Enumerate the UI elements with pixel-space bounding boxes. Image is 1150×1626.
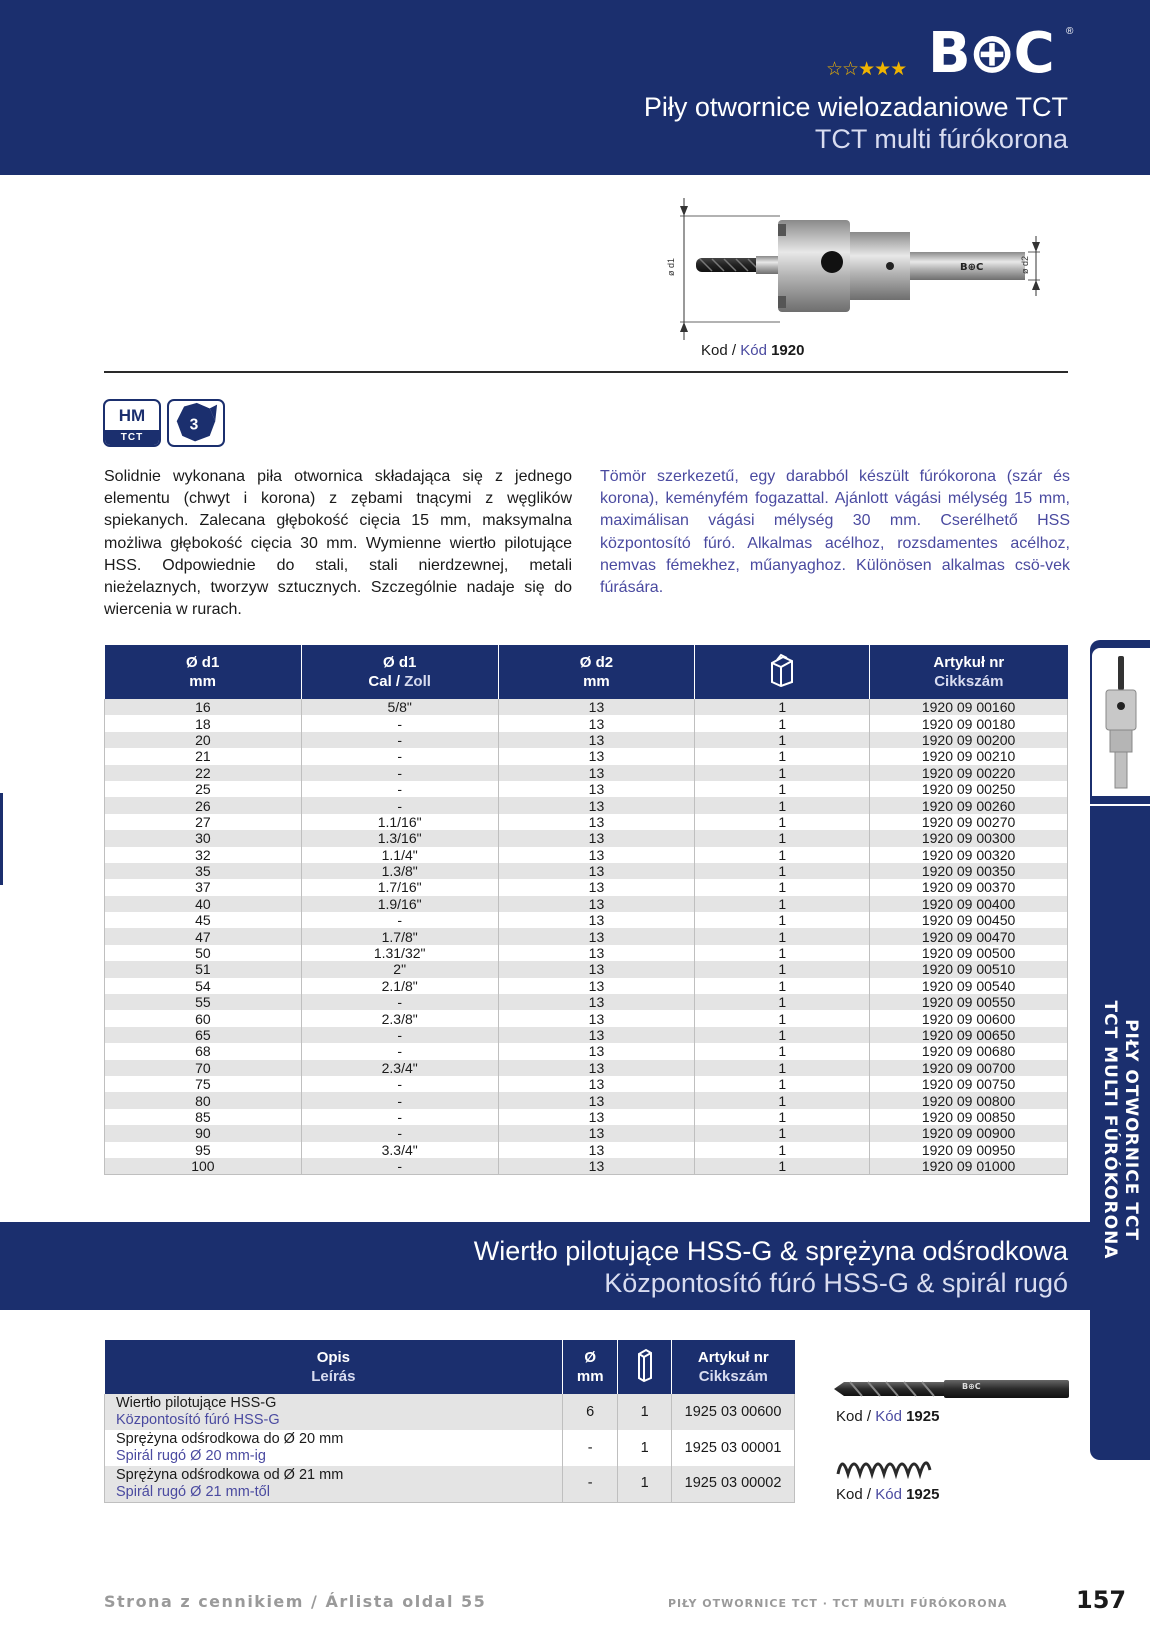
cell-pack-qty: 1 <box>695 847 870 863</box>
code-label-hu: Kód <box>740 342 767 359</box>
stars-outline-icon: ☆☆ <box>826 59 859 80</box>
cell-pack-qty: 1 <box>695 1125 870 1141</box>
cell-article: 1920 09 00800 <box>870 1092 1068 1108</box>
cell-diameter: - <box>563 1430 618 1466</box>
cell-d1-inch: 1.9/16" <box>301 896 498 912</box>
accessory-table <box>104 1340 795 1503</box>
cell-article: 1920 09 00160 <box>870 699 1068 715</box>
cell-d2-mm: 13 <box>498 1125 695 1141</box>
cell-pack-qty: 1 <box>695 1060 870 1076</box>
cell-pack-qty: 1 <box>695 1043 870 1059</box>
col-d1-inch: Ø d1 Cal / Zoll <box>301 645 498 699</box>
table-row <box>105 765 1068 781</box>
cell-article: 1920 09 00550 <box>870 994 1068 1010</box>
col-pack-qty <box>695 645 870 699</box>
description-pl: Wiertło pilotujące HSS-G <box>116 1395 277 1411</box>
table-row <box>105 863 1068 879</box>
cell-article: 1920 09 00900 <box>870 1125 1068 1141</box>
cell-d1-mm: 20 <box>105 732 302 748</box>
cell-pack-qty: 1 <box>695 879 870 895</box>
cell-pack-qty: 1 <box>695 945 870 961</box>
cell-article: 1920 09 00400 <box>870 896 1068 912</box>
cell-article: 1920 09 00260 <box>870 797 1068 813</box>
cell-d1-inch: - <box>301 912 498 928</box>
side-tab-line2: TCT MULTI FÚRÓKORONA <box>1100 1000 1120 1260</box>
table-row <box>105 978 1068 994</box>
cell-article: 1920 09 00650 <box>870 1027 1068 1043</box>
table-row <box>105 928 1068 944</box>
cell-d1-mm: 27 <box>105 814 302 830</box>
table-row <box>105 912 1068 928</box>
cell-article: 1920 09 00350 <box>870 863 1068 879</box>
cell-d1-mm: 80 <box>105 1092 302 1108</box>
cell-d1-inch: 2" <box>301 961 498 977</box>
cell-d1-mm: 40 <box>105 896 302 912</box>
cell-d2-mm: 13 <box>498 732 695 748</box>
cell-article: 1920 09 00750 <box>870 1076 1068 1092</box>
drill-engraving: B⊕C <box>962 1382 981 1391</box>
tct-label: TCT <box>105 430 159 445</box>
cell-pack-qty: 1 <box>695 830 870 846</box>
cell-d2-mm: 13 <box>498 847 695 863</box>
cell-d1-mm: 25 <box>105 781 302 797</box>
cell-d1-inch: - <box>301 1158 498 1175</box>
table-row <box>105 1158 1068 1175</box>
col-pack-qty <box>618 1340 672 1394</box>
col-diameter: Ø mm <box>563 1340 618 1394</box>
cell-d1-mm: 50 <box>105 945 302 961</box>
cell-d1-mm: 70 <box>105 1060 302 1076</box>
cell-d2-mm: 13 <box>498 1043 695 1059</box>
cell-pack-qty: 1 <box>695 814 870 830</box>
page-number: 157 <box>1076 1586 1127 1614</box>
table-row <box>105 1394 795 1430</box>
table-row <box>105 1092 1068 1108</box>
cell-d2-mm: 13 <box>498 781 695 797</box>
cell-d2-mm: 13 <box>498 978 695 994</box>
cell-d1-mm: 54 <box>105 978 302 994</box>
cell-article: 1920 09 00270 <box>870 814 1068 830</box>
footer-section-name: PIŁY OTWORNICE TCT · TCT MULTI FÚRÓKORONA <box>668 1597 1008 1610</box>
hm-label: HM <box>118 406 146 425</box>
cell-d2-mm: 13 <box>498 912 695 928</box>
cell-d1-mm: 55 <box>105 994 302 1010</box>
page-title-pl: Piły otwornice wielozadaniowe TCT <box>643 92 1068 122</box>
cell-pack-qty: 1 <box>695 994 870 1010</box>
cell-d2-mm: 13 <box>498 1158 695 1175</box>
table-row <box>105 699 1068 715</box>
cell-article: 1925 03 00600 <box>672 1394 795 1430</box>
cell-d1-mm: 32 <box>105 847 302 863</box>
table-row <box>105 797 1068 813</box>
cell-pack-qty: 1 <box>695 732 870 748</box>
cell-diameter: - <box>563 1466 618 1502</box>
cell-d2-mm: 13 <box>498 961 695 977</box>
cell-article: 1920 09 00220 <box>870 765 1068 781</box>
cell-d1-mm: 68 <box>105 1043 302 1059</box>
table-row <box>105 781 1068 797</box>
cell-d1-mm: 45 <box>105 912 302 928</box>
cell-article: 1925 03 00002 <box>672 1466 795 1502</box>
cell-d1-inch: - <box>301 1043 498 1059</box>
cell-pack-qty: 1 <box>695 797 870 813</box>
teeth-count: 3 <box>189 416 199 434</box>
description-pl: Sprężyna odśrodkowa do Ø 20 mm <box>116 1431 344 1447</box>
description-hu: Spirál rugó Ø 21 mm-től <box>116 1483 270 1500</box>
table-row <box>105 748 1068 764</box>
cell-pack-qty: 1 <box>695 961 870 977</box>
cell-pack-qty: 1 <box>695 896 870 912</box>
cell-d2-mm: 13 <box>498 765 695 781</box>
cell-pack-qty: 1 <box>695 1109 870 1125</box>
col-d1-mm: Ø d1 mm <box>105 645 302 699</box>
cell-article: 1920 09 00470 <box>870 928 1068 944</box>
cell-diameter: 6 <box>563 1394 618 1430</box>
table-row <box>105 1109 1068 1125</box>
description-pl: Solidnie wykonana piła otwornica składająca się z jednego elementu (chwyt i korona) z zębami tnącymi z węglików spiekanych. Zalecana głębokość cięcia 15 mm, maksymalna możliwa głębokość cięcia 30 mm. Wymienne wiertło pilotujące HSS. Odpowiednie do stali, stali nierdzewnej, metali nieżelaznych, tworzyw sztucznych. Szczególnie nadaje się do wiercenia w rurach. <box>104 468 572 619</box>
registered-mark: ® <box>1066 26 1074 37</box>
cell-pack-qty: 1 <box>695 781 870 797</box>
cell-d2-mm: 13 <box>498 748 695 764</box>
table-row <box>105 1010 1068 1026</box>
description-hu: Spirál rugó Ø 20 mm-ig <box>116 1448 266 1464</box>
product-code <box>701 342 804 359</box>
cell-d1-inch: - <box>301 715 498 731</box>
stars-filled-icon: ★★★ <box>858 59 907 80</box>
cell-article: 1920 09 00600 <box>870 1010 1068 1026</box>
cell-article: 1920 09 00450 <box>870 912 1068 928</box>
brand-logo <box>928 21 1073 86</box>
cell-article: 1920 09 00180 <box>870 715 1068 731</box>
cell-d2-mm: 13 <box>498 830 695 846</box>
cell-article: 1920 09 00540 <box>870 978 1068 994</box>
table-row <box>105 814 1068 830</box>
cell-d2-mm: 13 <box>498 715 695 731</box>
cell-d2-mm: 13 <box>498 814 695 830</box>
cell-pack-qty: 1 <box>695 1076 870 1092</box>
dim-d1-label: ø d1 <box>666 257 676 276</box>
cell-d2-mm: 13 <box>498 699 695 715</box>
cell-d2-mm: 13 <box>498 1092 695 1108</box>
cell-d1-inch: - <box>301 781 498 797</box>
cell-description <box>105 1394 563 1430</box>
cell-d1-mm: 26 <box>105 797 302 813</box>
table-row <box>105 715 1068 731</box>
cell-pack-qty: 1 <box>695 748 870 764</box>
cell-d1-mm: 37 <box>105 879 302 895</box>
cell-d1-inch: - <box>301 748 498 764</box>
spring-code-value: 1925 <box>906 1486 940 1503</box>
section-title-hu: Központosító fúró HSS-G & spirál rugó <box>604 1268 1068 1298</box>
code-label-pl: Kod <box>701 342 728 359</box>
table-row <box>105 896 1068 912</box>
cell-d1-mm: 51 <box>105 961 302 977</box>
table-row <box>105 732 1068 748</box>
cell-d1-mm: 47 <box>105 928 302 944</box>
cell-article: 1920 09 00200 <box>870 732 1068 748</box>
cell-d2-mm: 13 <box>498 1142 695 1158</box>
cell-d2-mm: 13 <box>498 945 695 961</box>
page-header <box>0 0 1150 175</box>
section-title-pl: Wiertło pilotujące HSS-G & sprężyna odśrodkowa <box>473 1236 1068 1266</box>
hm-tct-badge <box>103 399 161 447</box>
rating-stars <box>826 58 906 81</box>
cell-d2-mm: 13 <box>498 994 695 1010</box>
cell-d1-inch: - <box>301 1076 498 1092</box>
cell-article: 1920 09 00320 <box>870 847 1068 863</box>
table-header-row <box>105 645 1068 699</box>
cell-d1-mm: 95 <box>105 1142 302 1158</box>
brand-logo-text: B⊕C <box>928 21 1053 86</box>
footer-price-list-ref: Strona z cennikiem / Árlista oldal 55 <box>104 1592 487 1611</box>
table-row <box>105 961 1068 977</box>
cell-article: 1920 09 00300 <box>870 830 1068 846</box>
col-article: Artykuł nr Cikkszám <box>672 1340 795 1394</box>
cell-pack-qty: 1 <box>695 1142 870 1158</box>
code-value: 1920 <box>771 342 805 359</box>
cell-d2-mm: 13 <box>498 1076 695 1092</box>
col-description: Opis Leírás <box>105 1340 563 1394</box>
page-edge-mark <box>0 793 3 885</box>
cell-article: 1920 09 00950 <box>870 1142 1068 1158</box>
drill-code: Kod / Kód 1925 <box>836 1408 940 1425</box>
cell-pack-qty: 1 <box>695 1158 870 1175</box>
cell-d1-mm: 60 <box>105 1010 302 1026</box>
cell-pack-qty: 1 <box>695 912 870 928</box>
cell-d2-mm: 13 <box>498 863 695 879</box>
table-row <box>105 1125 1068 1141</box>
cell-d2-mm: 13 <box>498 928 695 944</box>
cell-pack-qty: 1 <box>695 928 870 944</box>
side-tab-line1: PIŁY OTWORNICE TCT <box>1121 1019 1141 1241</box>
cell-d1-inch: - <box>301 1109 498 1125</box>
table-row <box>105 945 1068 961</box>
cell-article: 1920 09 01000 <box>870 1158 1068 1175</box>
cell-pack-qty: 1 <box>695 978 870 994</box>
cell-d1-inch: - <box>301 732 498 748</box>
table-row <box>105 1466 795 1502</box>
cell-description <box>105 1430 563 1466</box>
cell-article: 1920 09 00210 <box>870 748 1068 764</box>
cell-d2-mm: 13 <box>498 1060 695 1076</box>
drill-code-value: 1925 <box>906 1408 940 1425</box>
cell-d1-mm: 30 <box>105 830 302 846</box>
page-title-hu: TCT multi fúrókorona <box>814 124 1068 154</box>
table-header-row <box>105 1340 795 1394</box>
cell-d1-mm: 100 <box>105 1158 302 1175</box>
cell-pack-qty: 1 <box>695 863 870 879</box>
cell-article: 1920 09 00370 <box>870 879 1068 895</box>
side-tab-divider <box>1090 804 1150 806</box>
cell-d2-mm: 13 <box>498 879 695 895</box>
cell-d1-inch: - <box>301 994 498 1010</box>
description-hu: Tömör szerkezetű, egy darabból készült fúrókorona (szár és korona), keményfém fogazattal. Ajánlott vágási mélység 15 mm, maximálisan vágási mélység 30 mm. Cserélhető HSS központosító fúró. Alkalmas acélhoz, rozsdamentes acélhoz, nemvas fémekhez, műanyaghoz. Különösen alkalmas csö-vek fúrására. <box>600 468 1070 597</box>
cell-d2-mm: 13 <box>498 1010 695 1026</box>
cell-d1-mm: 16 <box>105 699 302 715</box>
cell-d2-mm: 13 <box>498 797 695 813</box>
cell-d1-inch: 3.3/4" <box>301 1142 498 1158</box>
cell-d1-mm: 18 <box>105 715 302 731</box>
table-row <box>105 1076 1068 1092</box>
spring-code: Kod / Kód 1925 <box>836 1486 940 1503</box>
cell-pack-qty: 1 <box>695 1027 870 1043</box>
description-hu: Központosító fúró HSS-G <box>116 1412 280 1428</box>
cell-pack-qty: 1 <box>695 1010 870 1026</box>
cell-d1-inch: 1.7/16" <box>301 879 498 895</box>
cell-pack-qty: 1 <box>618 1466 672 1502</box>
spring-image <box>834 1452 934 1480</box>
cell-d1-inch: 1.3/16" <box>301 830 498 846</box>
cell-d1-inch: 1.1/16" <box>301 814 498 830</box>
description-pl: Sprężyna odśrodkowa od Ø 21 mm <box>116 1466 344 1483</box>
cell-pack-qty: 1 <box>618 1394 672 1430</box>
cell-d1-inch: 1.31/32" <box>301 945 498 961</box>
cell-d1-inch: - <box>301 1125 498 1141</box>
cell-d1-inch: 5/8" <box>301 699 498 715</box>
cell-d1-mm: 90 <box>105 1125 302 1141</box>
cell-d1-inch: - <box>301 1092 498 1108</box>
col-d2-mm: Ø d2 mm <box>498 645 695 699</box>
cell-d2-mm: 13 <box>498 896 695 912</box>
table-row <box>105 1430 795 1466</box>
cell-d1-mm: 65 <box>105 1027 302 1043</box>
table-row <box>105 1027 1068 1043</box>
table-row <box>105 830 1068 846</box>
cell-pack-qty: 1 <box>618 1430 672 1466</box>
col-article: Artykuł nr Cikkszám <box>870 645 1068 699</box>
cell-d2-mm: 13 <box>498 1109 695 1125</box>
table-row <box>105 1060 1068 1076</box>
cell-d1-inch: - <box>301 765 498 781</box>
cell-article: 1920 09 00500 <box>870 945 1068 961</box>
cell-d1-inch: 1.3/8" <box>301 863 498 879</box>
package-icon <box>636 1347 654 1383</box>
table-row <box>105 1043 1068 1059</box>
table-row <box>105 847 1068 863</box>
cell-d1-mm: 75 <box>105 1076 302 1092</box>
cell-d2-mm: 13 <box>498 1027 695 1043</box>
cell-d1-mm: 85 <box>105 1109 302 1125</box>
cell-article: 1920 09 00510 <box>870 961 1068 977</box>
divider <box>104 371 1068 373</box>
cell-d1-mm: 35 <box>105 863 302 879</box>
table-row <box>105 994 1068 1010</box>
cell-d1-inch: 1.1/4" <box>301 847 498 863</box>
side-tab-product-icon <box>1092 648 1150 796</box>
cell-d1-mm: 22 <box>105 765 302 781</box>
code-sep: / <box>727 342 741 359</box>
cell-d1-inch: 1.7/8" <box>301 928 498 944</box>
cell-article: 1920 09 00700 <box>870 1060 1068 1076</box>
cell-pack-qty: 1 <box>695 715 870 731</box>
cell-article: 1920 09 00850 <box>870 1109 1068 1125</box>
cell-pack-qty: 1 <box>695 765 870 781</box>
cell-article: 1920 09 00680 <box>870 1043 1068 1059</box>
package-icon <box>769 653 795 687</box>
hole-saw-drawing <box>660 196 1075 346</box>
cell-pack-qty: 1 <box>695 699 870 715</box>
table-row <box>105 879 1068 895</box>
product-table <box>104 645 1068 1175</box>
side-tab-label <box>1099 1001 1141 1260</box>
pilot-drill-image <box>834 1374 1074 1404</box>
cell-article: 1925 03 00001 <box>672 1430 795 1466</box>
cell-d1-mm: 21 <box>105 748 302 764</box>
teeth-count-badge <box>167 399 225 447</box>
cell-article: 1920 09 00250 <box>870 781 1068 797</box>
section-header <box>0 1222 1090 1310</box>
shank-engraving: B⊕C <box>960 262 984 273</box>
cell-d1-inch: - <box>301 1027 498 1043</box>
table-row <box>105 1142 1068 1158</box>
cell-d1-inch: 2.3/4" <box>301 1060 498 1076</box>
cell-d1-inch: - <box>301 797 498 813</box>
cell-description <box>105 1466 563 1502</box>
cell-pack-qty: 1 <box>695 1092 870 1108</box>
cell-d1-inch: 2.3/8" <box>301 1010 498 1026</box>
dim-d2-label: ø d2 <box>1020 255 1030 274</box>
cell-d1-inch: 2.1/8" <box>301 978 498 994</box>
